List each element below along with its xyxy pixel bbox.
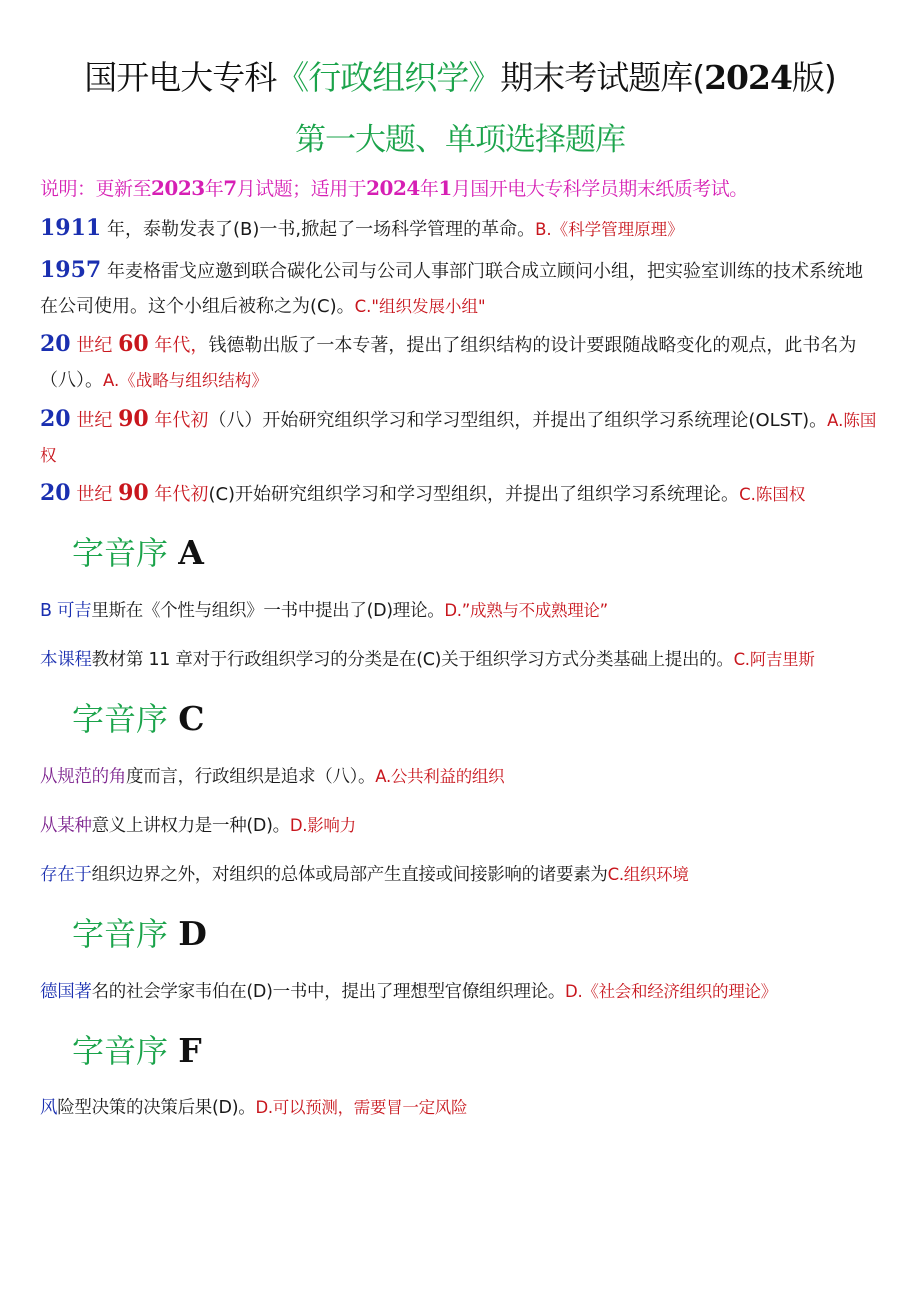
question-number: 1957 — [40, 257, 102, 283]
note-number: 1 — [438, 176, 452, 200]
letter-heading — [72, 1026, 202, 1072]
question-text: （八）开始研究组织学习和学习型组织，并提出了组织学习系统理论(OLST)。 — [208, 410, 828, 431]
question-number: 90 — [118, 406, 149, 432]
question-answer: A.公共利益的组织 — [375, 767, 505, 786]
title-suffix: 版) — [791, 58, 836, 97]
letter-heading — [72, 909, 207, 955]
question-answer: D.可以预测，需要冒一定风险 — [255, 1098, 468, 1117]
question-label: 世纪 — [70, 484, 119, 505]
letter-heading-label: 字音序 — [72, 534, 179, 572]
question-item — [40, 476, 880, 512]
question-label: 世纪 — [70, 335, 119, 356]
title-prefix: 国开电大专科 — [84, 58, 277, 97]
question-answer: A.陈国权 — [40, 411, 877, 465]
question-lead: B 可吉 — [40, 601, 92, 621]
question-lead: 本课程 — [40, 650, 92, 670]
question-answer: C.陈国权 — [739, 485, 806, 504]
question-answer: D.影响力 — [289, 816, 356, 835]
question-answer: B.《科学管理原理》 — [535, 220, 684, 239]
note-text: 月国开电大专科学员期末纸质考试。 — [451, 178, 748, 200]
document-title — [0, 52, 920, 99]
letter-heading-char: C — [178, 699, 205, 738]
letter-heading-label: 字音序 — [72, 915, 179, 953]
letter-heading — [72, 694, 204, 740]
question-item — [40, 253, 880, 324]
letter-heading-char: A — [178, 533, 204, 572]
question-text: 名的社会学家韦伯在(D)一书中，提出了理想型官僚组织理论。 — [91, 982, 566, 1002]
question-item — [40, 327, 880, 398]
question-label: 年代初 — [148, 484, 209, 505]
note-text: 月试题；适用于 — [236, 178, 367, 200]
question-lead: 从某种 — [40, 816, 92, 836]
note-number: 2023 — [151, 176, 205, 200]
question-number: 90 — [118, 480, 149, 506]
title-middle: 期末考试题库( — [500, 58, 705, 97]
question-item — [40, 647, 900, 673]
note-number: 7 — [223, 176, 237, 200]
question-lead: 存在于 — [40, 865, 92, 885]
question-answer: A.《战略与组织结构》 — [103, 371, 268, 390]
question-text: 度而言，行政组织是追求（八）。 — [126, 767, 376, 787]
question-text: 险型决策的决策后果(D)。 — [57, 1098, 256, 1118]
question-number: 1911 — [40, 215, 102, 241]
question-answer: C.阿吉里斯 — [733, 650, 815, 669]
question-number: 20 — [40, 406, 71, 432]
question-item — [40, 979, 900, 1005]
question-item — [40, 1095, 900, 1121]
question-item — [40, 862, 900, 888]
question-number: 60 — [118, 331, 149, 357]
letter-heading-label: 字音序 — [72, 700, 179, 738]
question-item — [40, 402, 880, 473]
question-text: 教材第 11 章对于行政组织学习的分类是在(C)关于组织学习方式分类基础上提出的。 — [91, 650, 734, 670]
question-text: 里斯在《个性与组织》一书中提出了(D)理论。 — [91, 601, 445, 621]
question-answer: D.《社会和经济组织的理论》 — [565, 982, 777, 1001]
section-title: 第一大题、单项选择题库 — [295, 122, 625, 158]
question-item — [40, 764, 900, 790]
note-text: 说明：更新至 — [40, 178, 152, 200]
question-text: 年，泰勒发表了(B)一书,掀起了一场科学管理的革命。 — [101, 219, 536, 240]
question-label: 世纪 — [70, 410, 119, 431]
question-text: 年麦格雷戈应邀到联合碳化公司与公司人事部门联合成立顾问小组，把实验室训练的技术系统地在公司使用。这个小组后被称之为(C)。 — [40, 261, 863, 317]
question-text: 钱德勒出版了一本专著，提出了组织结构的设计要跟随战略变化的观点，此书名为（八）。 — [40, 335, 857, 391]
question-item — [40, 813, 900, 839]
question-number: 20 — [40, 480, 71, 506]
letter-heading-char: D — [178, 914, 207, 953]
question-answer: C."组织发展小组" — [354, 297, 486, 316]
note-text: 年 — [204, 178, 224, 200]
question-text: 意义上讲权力是一种(D)。 — [91, 816, 290, 836]
question-text: (C)开始研究组织学习和学习型组织，并提出了组织学习系统理论。 — [208, 484, 740, 505]
question-lead: 德国著 — [40, 982, 92, 1002]
question-answer: D.”成熟与不成熟理论” — [444, 601, 608, 620]
title-year: 2024 — [704, 58, 792, 97]
letter-heading-label: 字音序 — [72, 1032, 179, 1070]
letter-heading-char: F — [178, 1031, 202, 1070]
question-lead: 风 — [40, 1098, 58, 1118]
question-label: 年代， — [148, 335, 209, 356]
question-item — [40, 211, 880, 247]
question-item — [40, 598, 900, 624]
question-text: 组织边界之外，对组织的总体或局部产生直接或间接影响的诸要素为 — [91, 865, 608, 885]
note-text: 年 — [419, 178, 439, 200]
question-lead: 从规范的角 — [40, 767, 126, 787]
note-line — [40, 174, 900, 201]
note-number: 2024 — [366, 176, 420, 200]
question-label: 年代初 — [148, 410, 209, 431]
letter-heading — [72, 528, 204, 574]
question-answer: C.组织环境 — [607, 865, 689, 884]
question-number: 20 — [40, 331, 71, 357]
title-course: 《行政组织学》 — [276, 58, 501, 97]
